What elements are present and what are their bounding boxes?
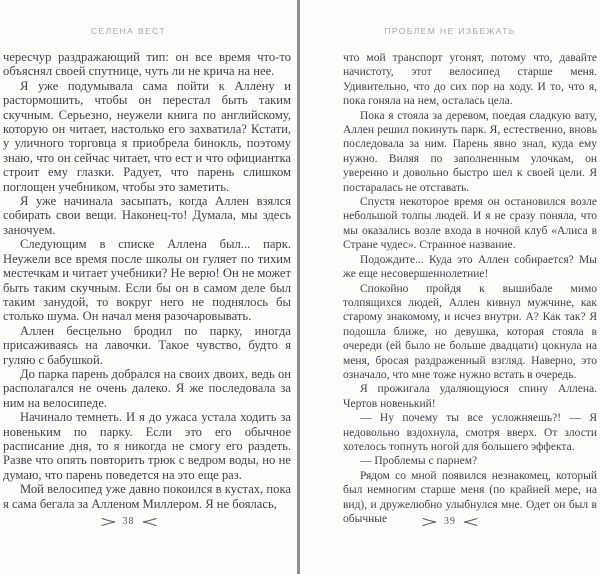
paragraph: До парка парень добрался на своих двоих, ведь он располагался не очень далеко. Я же последовала за ним на велосипеде. [3, 366, 291, 410]
left-page-folio [0, 516, 277, 527]
right-page-text [343, 51, 597, 526]
right-page-number: 39 [444, 516, 456, 527]
paragraph: Спустя некоторое время он остановился возле небольшой толпы людей. И я не сразу поняла, что мы оказались возле входа в ночной клуб «Алиса в Стране чудес». Странное название. [343, 196, 597, 252]
paragraph: Я уже подумывала сама пойти к Аллену и растормошить, чтобы он перестал быть таким скучным. Серьезно, неужели книга по английскому, которую он читает, настолько его захватила? Кстати, у уличного торговца я приобрела бинокль, поэтому знаю, что он сейчас читает, что ест и что официантка строит ему глазки. Радует, что парень слишком поглощен учебником, чтобы это заметить. [3, 78, 291, 194]
left-page-text [3, 50, 291, 511]
paragraph: Мой велосипед уже давно покоился в кустах, пока я сама бегала за Алленом Миллером. Я не боялась, [3, 482, 291, 511]
paragraph: Начинало темнеть. И я до ужаса устала ходить за новеньким по парку. Если это его обычное расписание дня, то я никогда не смогу его раздеть. Разве что опять повторить трюк с ведром воды, но не думаю, что парень поведется на это еще раз. [3, 410, 291, 482]
folio-arrow-left-icon [142, 517, 157, 527]
paragraph: что мой транспорт угонят, потому что, давайте начистоту, этот велосипед старше меня. Удивительно, что до сих пор на ходу. И то, что я, пока гоняла на нем, осталась цела. [343, 52, 597, 108]
paragraph: — Проблемы с парнем? [360, 455, 478, 468]
running-header-right: ПРОБЛЕМ НЕ ИЗБЕЖАТЬ [384, 26, 516, 36]
folio-arrow-right-icon [101, 517, 116, 527]
right-page [300, 0, 600, 574]
paragraph: Рядом со мной появился незнакомец, который был немногим старше меня (по крайней мере, на вид), и дружелюбно улыбнулся мне. Одет он был в обычные [343, 469, 597, 525]
paragraph: Я прожигала удаляющуюся спину Аллена. Чертов новенький! [343, 383, 597, 410]
paragraph: чересчур раздражающий тип: он все время что-то объяснял своей спутнице, чуть ли не крича на нее. [3, 50, 291, 79]
right-page-folio [300, 516, 600, 527]
left-page [0, 0, 297, 574]
paragraph: Подождите... Куда это Аллен собирается? Мы же еще несовершеннолетние! [343, 253, 597, 281]
paragraph: Пока я стояла за деревом, поедая сладкую вату, Аллен решил покинуть парк. Я, естественно, вновь последовала за ним. Парень явно знал, куда ему нужно. Виляя по заполненным улочкам, он уверенно и довольно быстро шел к своей цели. Я постаралась не отставать. [343, 109, 597, 194]
running-header-left: СЕЛЕНА ВЕСТ [90, 26, 166, 36]
paragraph: Следующим в списке Аллена был... парк. Неужели все время после школы он гуляет по тихим местечкам и читает учебники? Не верю! Он не может быть таким скучным. Если бы он в самом деле был таким занудой, то вокруг него не поднялось бы столько шума. Он начал меня разочаровывать. [3, 237, 291, 324]
folio-arrow-left-icon [463, 517, 478, 527]
paragraph: — Ну почему ты все усложняешь?! — Я недовольно вздохнула, смотря вверх. От злости хотелось топнуть ногой для большего эффекта. [343, 412, 597, 453]
paragraph: Я уже начинала засыпать, когда Аллен взялся собирать свои вещи. Наконец-то! Думала, мы здесь заночуем. [3, 194, 291, 237]
paragraph: Аллен бесцельно бродил по парку, иногда присаживаясь на лавочки. Такое чувство, будто я гуляю с бабушкой. [3, 323, 291, 367]
left-page-number: 38 [122, 516, 135, 527]
folio-arrow-right-icon [422, 517, 437, 527]
paragraph: Спокойно пройдя к вышибале мимо толпящихся людей, Аллен кивнул мужчине, как старому знакомому, и исчез внутри. А? Как так? Я подошла ближе, но девушка, которая стояла в очереди (ей было не больше двадцати) цокнула на меня, бросая раздраженный взгляд. Наверно, это означало, что мне тоже нужно встать в очередь. [343, 282, 597, 381]
